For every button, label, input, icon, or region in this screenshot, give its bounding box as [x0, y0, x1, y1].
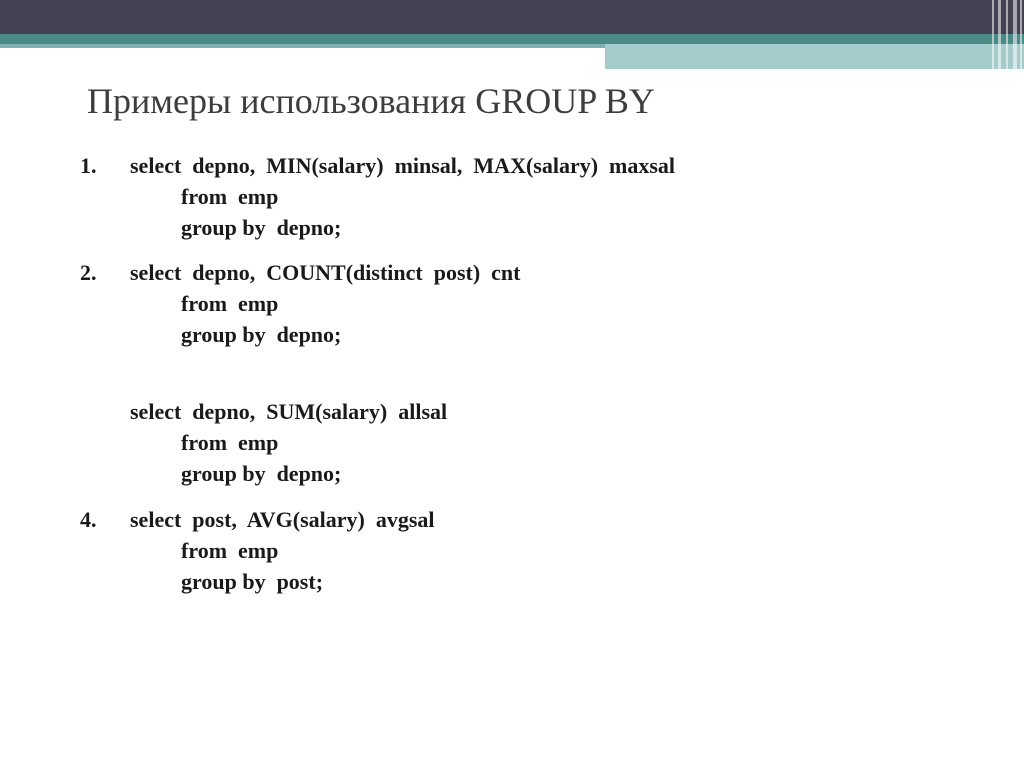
sql-group-by-line: group by depno; [181, 322, 342, 347]
example-number: 1. [80, 153, 97, 178]
header-band-dark [0, 0, 1024, 34]
sql-select-line: select depno, COUNT(distinct post) cnt [130, 260, 521, 285]
sql-select-line: select depno, SUM(salary) allsal [130, 399, 448, 424]
header-band-teal [0, 34, 1024, 44]
example-number: 4. [80, 507, 97, 532]
sql-group-by-line: group by depno; [181, 215, 342, 240]
sql-select-line: select depno, MIN(salary) minsal, MAX(salary) maxsal [130, 153, 676, 178]
sql-group-by-line: group by depno; [181, 461, 342, 486]
example-number: 2. [80, 260, 97, 285]
sql-from-line: from emp [181, 430, 279, 455]
sql-from-line: from emp [181, 184, 279, 209]
header-band-teal-right [605, 44, 1024, 69]
sql-group-by-line: group by post; [181, 569, 324, 594]
sql-from-line: from emp [181, 538, 279, 563]
slide-title: Примеры использования GROUP BY [87, 81, 655, 121]
header-band-teal-line [0, 44, 605, 48]
sql-select-line: select post, AVG(salary) avgsal [130, 507, 435, 532]
sql-from-line: from emp [181, 291, 279, 316]
header-stripes-decoration [988, 0, 1024, 69]
